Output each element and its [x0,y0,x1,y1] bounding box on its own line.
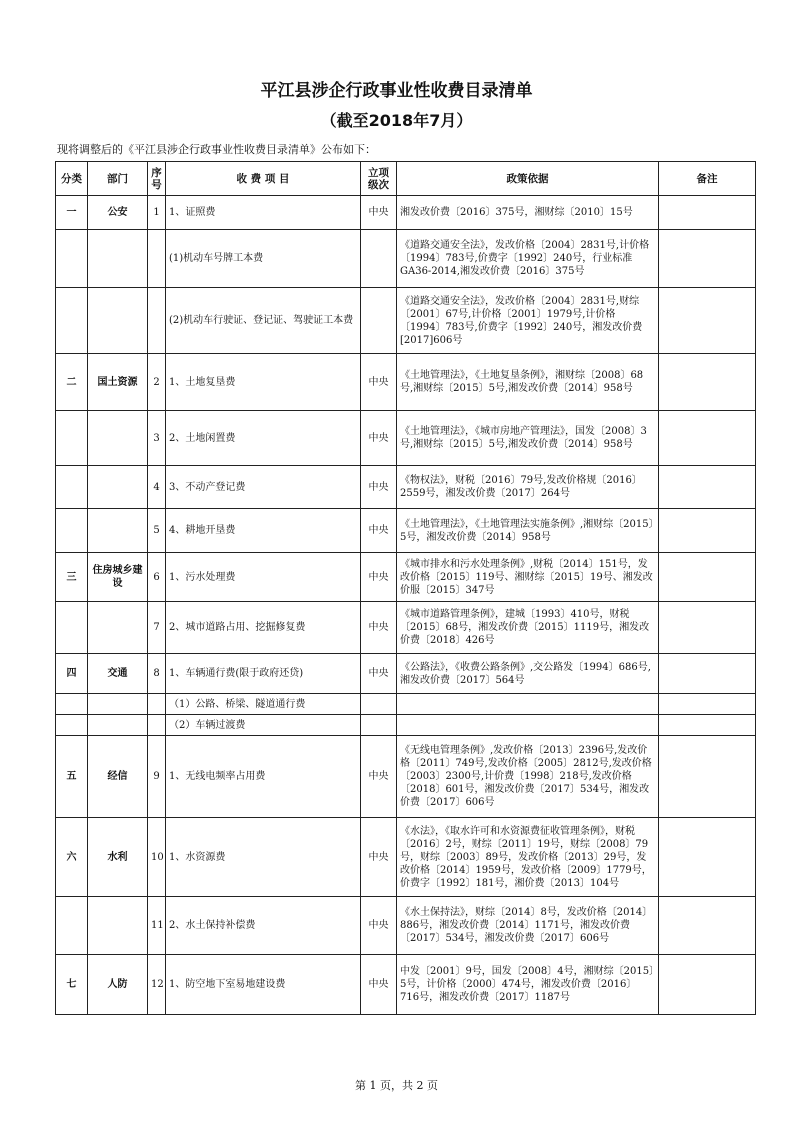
cell-item: 2、城市道路占用、挖掘修复费 [166,602,361,654]
cell-seq: 4 [148,466,166,509]
cell-basis: 《水土保持法》，财综〔2014〕8号，发改价格〔2014〕886号，湘发改价费〔2014〕1171号，湘发改价费〔2017〕534号，湘发改价费〔2017〕606号 [397,897,659,955]
fee-table [55,161,756,1015]
table-row [56,897,756,955]
cell-note [659,509,756,553]
cell-basis: 《水法》，《取水许可和水资源费征收管理条例》，财税〔2016〕2号，财综〔2011〕19号，财综〔2008〕79号，财综〔2003〕89号，发改价格〔2013〕29号，发改价格〔2014〕1959号，发改价格〔2009〕1779号，价费字〔1992〕181号，湘价费〔2013〕104号 [397,818,659,897]
cell-seq [148,694,166,715]
table-row [56,411,756,466]
cell-department: 交通 [88,654,148,694]
cell-item: (2)机动车行驶证、登记证、驾驶证工本费 [166,288,361,354]
cell-seq: 2 [148,354,166,411]
table-row [56,955,756,1015]
cell-level: 中央 [361,736,397,818]
cell-department [88,509,148,553]
table-row [56,654,756,694]
cell-item: （2）车辆过渡费 [166,715,361,736]
header-department: 部门 [88,162,148,196]
cell-department [88,602,148,654]
cell-note [659,955,756,1015]
header-seq: 序号 [148,162,166,196]
cell-basis: 《城市排水和污水处理条例》,财税〔2014〕151号，发改价格〔2015〕119号、湘财综〔2015〕19号、湘发改价服〔2015〕347号 [397,553,659,602]
cell-department: 国土资源 [88,354,148,411]
cell-level: 中央 [361,411,397,466]
cell-item: 1、土地复垦费 [166,354,361,411]
cell-category [56,230,88,288]
cell-level [361,715,397,736]
cell-category [56,694,88,715]
cell-level: 中央 [361,897,397,955]
cell-note [659,553,756,602]
cell-item: (1)机动车号牌工本费 [166,230,361,288]
cell-seq: 11 [148,897,166,955]
cell-item: 1、防空地下室易地建设费 [166,955,361,1015]
cell-basis: 《道路交通安全法》，发改价格〔2004〕2831号,财综〔2001〕67号,计价格〔2001〕1979号,计价格〔1994〕783号,价费字〔1992〕240号，湘发改价费[2017]606号 [397,288,659,354]
cell-seq: 10 [148,818,166,897]
cell-note [659,736,756,818]
cell-seq: 7 [148,602,166,654]
cell-item: 2、水土保持补偿费 [166,897,361,955]
cell-item: 1、车辆通行费(限于政府还贷) [166,654,361,694]
cell-category: 六 [56,818,88,897]
table-row [56,818,756,897]
cell-department: 经信 [88,736,148,818]
page-footer: 第 1 页，共 2 页 [355,1079,438,1092]
cell-department [88,897,148,955]
header-level: 立项级次 [361,162,397,196]
cell-basis: 《城市道路管理条例》，建城〔1993〕410号，财税〔2015〕68号，湘发改价费〔2015〕1119号，湘发改价费〔2018〕426号 [397,602,659,654]
cell-note [659,288,756,354]
cell-note [659,354,756,411]
table-row [56,602,756,654]
cell-basis: 《土地管理法》，《土地复垦条例》，湘财综〔2008〕68号,湘财综〔2015〕5号,湘发改价费〔2014〕958号 [397,354,659,411]
cell-category: 一 [56,196,88,230]
table-row [56,736,756,818]
cell-seq [148,715,166,736]
cell-level: 中央 [361,818,397,897]
table-row [56,466,756,509]
cell-seq: 8 [148,654,166,694]
cell-category: 四 [56,654,88,694]
cell-level: 中央 [361,602,397,654]
cell-level [361,230,397,288]
cell-department: 水利 [88,818,148,897]
table-row [56,196,756,230]
intro-text: 现将调整后的《平江县涉企行政事业性收费目录清单》公布如下： [57,143,376,156]
table-row [56,509,756,553]
cell-basis: 湘发改价费〔2016〕375号，湘财综〔2010〕15号 [397,196,659,230]
cell-note [659,411,756,466]
cell-basis: 《土地管理法》，《土地管理法实施条例》,湘财综〔2015〕5号，湘发改价费〔2014〕958号 [397,509,659,553]
cell-item: 3、不动产登记费 [166,466,361,509]
cell-category [56,466,88,509]
header-item: 收 费 项 目 [166,162,361,196]
cell-department: 公安 [88,196,148,230]
cell-level: 中央 [361,196,397,230]
cell-note [659,694,756,715]
cell-note [659,466,756,509]
cell-department: 住房城乡建设 [88,553,148,602]
cell-note [659,897,756,955]
cell-basis [397,694,659,715]
header-category: 分类 [56,162,88,196]
cell-note [659,230,756,288]
header-basis: 政策依据 [397,162,659,196]
cell-department [88,466,148,509]
cell-item: 1、水资源费 [166,818,361,897]
table-row [56,553,756,602]
header-row [56,162,756,196]
cell-category [56,288,88,354]
table-row [56,230,756,288]
page-title: 平江县涉企行政事业性收费目录清单 [260,81,533,101]
cell-seq: 9 [148,736,166,818]
cell-department [88,230,148,288]
cell-level: 中央 [361,553,397,602]
cell-item: （1）公路、桥梁、隧道通行费 [166,694,361,715]
cell-category [56,509,88,553]
cell-department [88,411,148,466]
cell-level: 中央 [361,955,397,1015]
cell-item: 1、污水处理费 [166,553,361,602]
cell-note [659,196,756,230]
cell-basis: 中发〔2001〕9号，国发〔2008〕4号，湘财综〔2015〕5号，计价格〔2000〕474号，湘发改价费〔2016〕716号，湘发改价费〔2017〕1187号 [397,955,659,1015]
cell-basis: 《无线电管理条例》,发改价格〔2013〕2396号,发改价格〔2011〕749号,发改价格〔2005〕2812号,发改价格〔2003〕2300号,计价费〔1998〕218号,发改价格〔2018〕601号，湘发改价费〔2017〕534号，湘发改价费〔2017〕606号 [397,736,659,818]
cell-department [88,288,148,354]
cell-seq: 6 [148,553,166,602]
cell-category: 三 [56,553,88,602]
table-row [56,694,756,715]
cell-seq: 12 [148,955,166,1015]
cell-item: 2、土地闲置费 [166,411,361,466]
table-row [56,354,756,411]
table-row [56,288,756,354]
cell-note [659,654,756,694]
cell-seq: 5 [148,509,166,553]
cell-category [56,897,88,955]
cell-seq [148,288,166,354]
cell-basis: 《土地管理法》，《城市房地产管理法》，国发〔2008〕3号,湘财综〔2015〕5号,湘发改价费〔2014〕958号 [397,411,659,466]
cell-item: 1、无线电频率占用费 [166,736,361,818]
cell-seq: 3 [148,411,166,466]
cell-category [56,411,88,466]
cell-category [56,602,88,654]
cell-department [88,715,148,736]
cell-level: 中央 [361,354,397,411]
cell-basis: 《物权法》，财税〔2016〕79号,发改价格规〔2016〕2559号，湘发改价费〔2017〕264号 [397,466,659,509]
cell-department: 人防 [88,955,148,1015]
cell-seq [148,230,166,288]
cell-item: 4、耕地开垦费 [166,509,361,553]
cell-level: 中央 [361,509,397,553]
cell-level: 中央 [361,654,397,694]
table-row [56,715,756,736]
cell-basis: 《公路法》，《收费公路条例》,交公路发〔1994〕686号,湘发改价费〔2017〕564号 [397,654,659,694]
cell-level [361,288,397,354]
cell-basis: 《道路交通安全法》，发改价格〔2004〕2831号,计价格〔1994〕783号,价费字〔1992〕240号，行业标准GA36-2014,湘发改价费〔2016〕375号 [397,230,659,288]
cell-level: 中央 [361,466,397,509]
cell-department [88,694,148,715]
cell-category [56,715,88,736]
cell-note [659,715,756,736]
cell-category: 七 [56,955,88,1015]
cell-category: 五 [56,736,88,818]
cell-note [659,602,756,654]
header-note: 备注 [659,162,756,196]
cell-basis [397,715,659,736]
cell-level [361,694,397,715]
cell-note [659,818,756,897]
cell-seq: 1 [148,196,166,230]
page-subtitle: （截至2018年7月） [320,111,473,130]
cell-item: 1、证照费 [166,196,361,230]
cell-category: 二 [56,354,88,411]
